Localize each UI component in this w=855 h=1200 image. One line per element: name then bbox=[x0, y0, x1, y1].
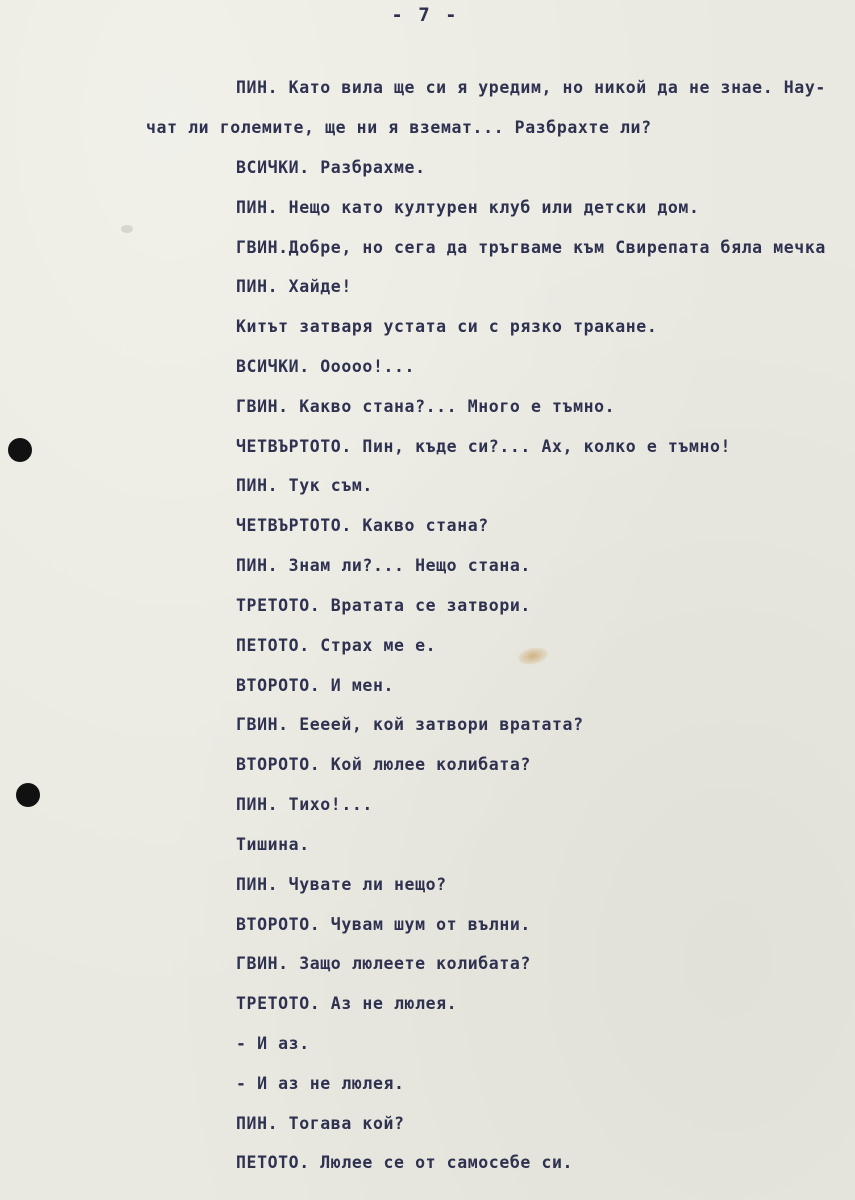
script-line: ТРЕТОТО. Вратата се затвори. bbox=[236, 596, 531, 615]
script-line: ВТОРОТО. И мен. bbox=[236, 676, 395, 695]
script-line: ПИН. Чувате ли нещо? bbox=[236, 875, 447, 894]
script-line: ПИН. Тогава кой? bbox=[236, 1114, 405, 1133]
script-line: ВТОРОТО. Чувам шум от вълни. bbox=[236, 915, 531, 934]
stage-direction: Китът затваря устата си с рязко тракане. bbox=[236, 317, 658, 336]
script-line: ПИН. Нещо като културен клуб или детски дом. bbox=[236, 198, 700, 217]
script-line: ЧЕТВЪРТОТО. Какво стана? bbox=[236, 516, 489, 535]
punch-hole bbox=[8, 438, 32, 462]
script-line: ПЕТОТО. Страх ме е. bbox=[236, 636, 437, 655]
script-line: ПИН. Хайде! bbox=[236, 277, 352, 296]
script-line: ГВИН.Добре, но сега да тръгваме към Свирепата бяла мечка bbox=[236, 238, 826, 257]
script-line: - И аз. bbox=[236, 1034, 310, 1053]
script-line: ГВИН. Защо люлеете колибата? bbox=[236, 954, 531, 973]
script-line: ПЕТОТО. Люлее се от самосебе си. bbox=[236, 1153, 574, 1172]
paper-stain bbox=[517, 645, 550, 667]
script-line: ПИН. Тук съм. bbox=[236, 476, 373, 495]
script-line: ВТОРОТО. Кой люлее колибата? bbox=[236, 755, 531, 774]
stage-direction: Тишина. bbox=[236, 835, 310, 854]
script-line: ПИН. Като вила ще си я уредим, но никой да не знае. Нау- bbox=[236, 78, 826, 97]
script-line: ГВИН. Еееей, кой затвори вратата? bbox=[236, 715, 584, 734]
script-line: ПИН. Знам ли?... Нещо стана. bbox=[236, 556, 531, 575]
paper-mark bbox=[121, 225, 133, 233]
script-line: ВСИЧКИ. Ооооо!... bbox=[236, 357, 416, 376]
script-line: ВСИЧКИ. Разбрахме. bbox=[236, 158, 426, 177]
page-number: - 7 - bbox=[391, 4, 459, 26]
script-line: ПИН. Тихо!... bbox=[236, 795, 373, 814]
script-line: ГВИН. Какво стана?... Много е тъмно. bbox=[236, 397, 616, 416]
script-line: - И аз не люлея. bbox=[236, 1074, 405, 1093]
punch-hole bbox=[16, 783, 40, 807]
script-line: чат ли големите, ще ни я вземат... Разбрахте ли? bbox=[146, 118, 652, 137]
script-line: ЧЕТВЪРТОТО. Пин, къде си?... Ах, колко е тъмно! bbox=[236, 437, 732, 456]
script-line: ТРЕТОТО. Аз не люлея. bbox=[236, 994, 458, 1013]
